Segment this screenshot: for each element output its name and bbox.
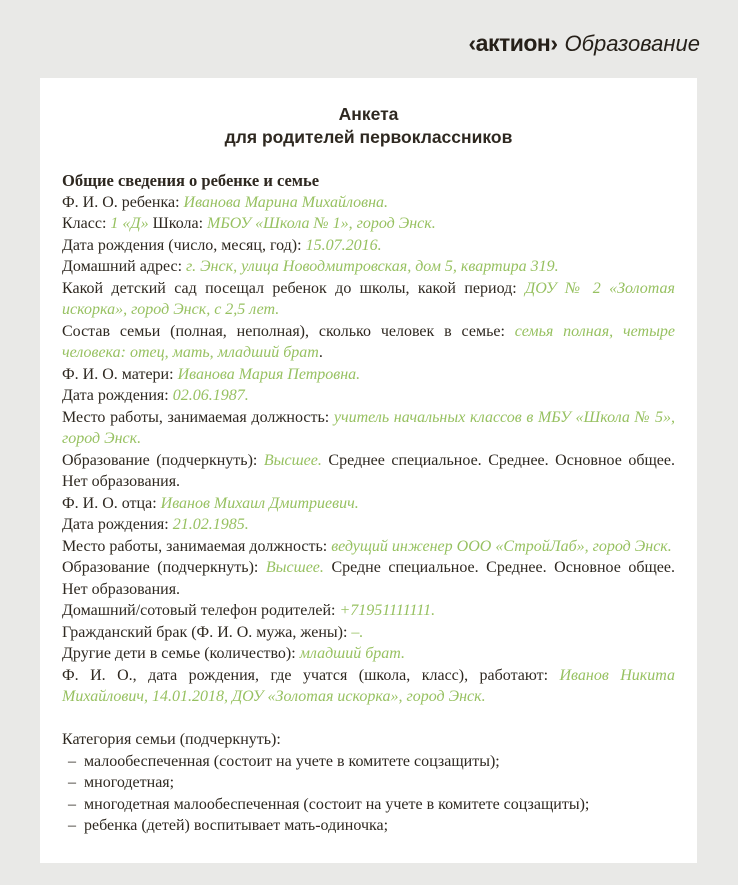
field-label: Образование (подчеркнуть):	[62, 559, 266, 576]
logo-product-name: Образование	[564, 31, 700, 56]
field-value: Высшее.	[265, 559, 324, 576]
form-field	[62, 536, 675, 558]
form-field	[62, 665, 675, 708]
field-value: Иванова Марина Михайловна.	[183, 193, 389, 211]
field-value: семья полная, четыре человека: отец, мать, младший брат	[62, 322, 676, 361]
field-label: Образование (подчеркнуть):	[62, 451, 264, 469]
field-label: Домашний/сотовый телефон родителей:	[62, 602, 340, 619]
field-value: Иванов Михаил Дмитриевич.	[160, 494, 359, 512]
brand-logo[interactable]	[469, 30, 700, 57]
category-item-label: малообеспеченная (состоит на учете в комитете соцзащиты);	[84, 752, 500, 770]
field-label: Место работы, занимаемая должность:	[62, 408, 334, 426]
form-field	[62, 192, 675, 214]
fields-container	[62, 192, 675, 708]
field-label: Место работы, занимаемая должность:	[62, 537, 332, 555]
form-field	[62, 557, 675, 600]
field-label: Другие дети в семье (количество):	[62, 645, 300, 662]
category-heading: Категория семьи (подчеркнуть):	[62, 731, 281, 748]
form-field	[62, 407, 675, 450]
field-label: Ф. И. О., дата рождения, где учатся (школа, класс), работают:	[62, 666, 560, 684]
form-field	[62, 235, 675, 257]
field-label: Домашний адрес:	[62, 258, 187, 275]
field-label: .	[318, 344, 323, 361]
field-label: Дата рождения (число, месяц, год):	[62, 236, 306, 254]
field-value: ведущий инженер ООО «СтройЛаб», город Энск.	[331, 537, 672, 555]
site-header	[469, 30, 700, 57]
field-value: учитель начальных классов в МБУ «Школа № 5», город Энск.	[62, 408, 675, 447]
dash-bullet: –	[68, 795, 76, 813]
form-field	[62, 213, 675, 235]
form-field	[62, 622, 675, 644]
category-item	[62, 751, 675, 773]
document-title-line1: Анкета	[338, 104, 399, 124]
field-value: Иванова Мария Петровна.	[177, 365, 361, 383]
dash-bullet: –	[68, 752, 76, 770]
field-label: Средне специальное. Среднее. Основное общее. Нет образования.	[62, 559, 676, 598]
dash-bullet: –	[68, 774, 76, 791]
field-label: Ф. И. О. отца:	[62, 494, 161, 512]
aktion-logo-wordmark: ‹актион›	[468, 30, 558, 56]
document-title-line2: для родителей первоклассников	[224, 127, 513, 147]
category-item	[62, 794, 675, 816]
field-value: 1 «Д»	[110, 215, 149, 232]
form-field	[62, 364, 675, 386]
field-value: +71951111111.	[339, 602, 436, 619]
form-field	[62, 450, 675, 493]
field-value: Высшее.	[263, 451, 322, 469]
field-label: Дата рождения:	[62, 387, 173, 404]
form-field	[62, 493, 675, 515]
form-field	[62, 256, 675, 278]
form-field	[62, 514, 675, 536]
category-item-label: многодетная малообеспеченная (состоит на учете в комитете соцзащиты);	[84, 795, 590, 813]
form-field	[62, 385, 675, 407]
field-label: Ф. И. О. матери:	[62, 365, 178, 383]
category-item-label: многодетная;	[84, 774, 175, 791]
field-value: г. Энск, улица Новодмитровская, дом 5, квартира 319.	[186, 258, 559, 275]
section-heading: Общие сведения о ребенке и семье	[62, 171, 320, 190]
field-value: –.	[351, 623, 364, 641]
field-value: Иванов Никита Михайлович, 14.01.2018, ДОУ «Золотая искорка», город Энск.	[62, 666, 676, 705]
document-card	[40, 78, 697, 863]
category-item	[62, 815, 675, 837]
field-label: Гражданский брак (Ф. И. О. мужа, жены):	[62, 623, 352, 641]
field-value: МБОУ «Школа № 1», город Энск.	[207, 215, 436, 232]
field-label: Какой детский сад посещал ребенок до школы, какой период:	[62, 279, 526, 297]
form-field	[62, 278, 675, 321]
category-item	[62, 772, 675, 794]
field-value: младший брат.	[299, 645, 406, 662]
field-label: Дата рождения:	[62, 516, 173, 533]
category-item-label: ребенка (детей) воспитывает мать-одиночка;	[84, 817, 389, 834]
field-value: 15.07.2016.	[305, 236, 382, 254]
field-value: ДОУ № 2 «Золотая искорка», город Энск, с 2,5 лет.	[62, 279, 675, 318]
field-label: Среднее специальное. Среднее. Основное общее. Нет образования.	[62, 451, 676, 490]
dash-bullet: –	[68, 817, 76, 834]
form-field	[62, 643, 675, 665]
field-label: Состав семьи (полная, неполная), сколько человек в семье:	[62, 322, 515, 340]
form-field	[62, 600, 675, 622]
field-label: Школа:	[148, 215, 208, 232]
document-title	[62, 103, 675, 149]
field-label: Ф. И. О. ребенка:	[62, 193, 184, 211]
form-field	[62, 321, 675, 364]
category-list	[62, 751, 675, 837]
field-value: 21.02.1985.	[172, 516, 249, 533]
field-label: Класс:	[62, 215, 111, 232]
field-value: 02.06.1987.	[172, 387, 249, 404]
